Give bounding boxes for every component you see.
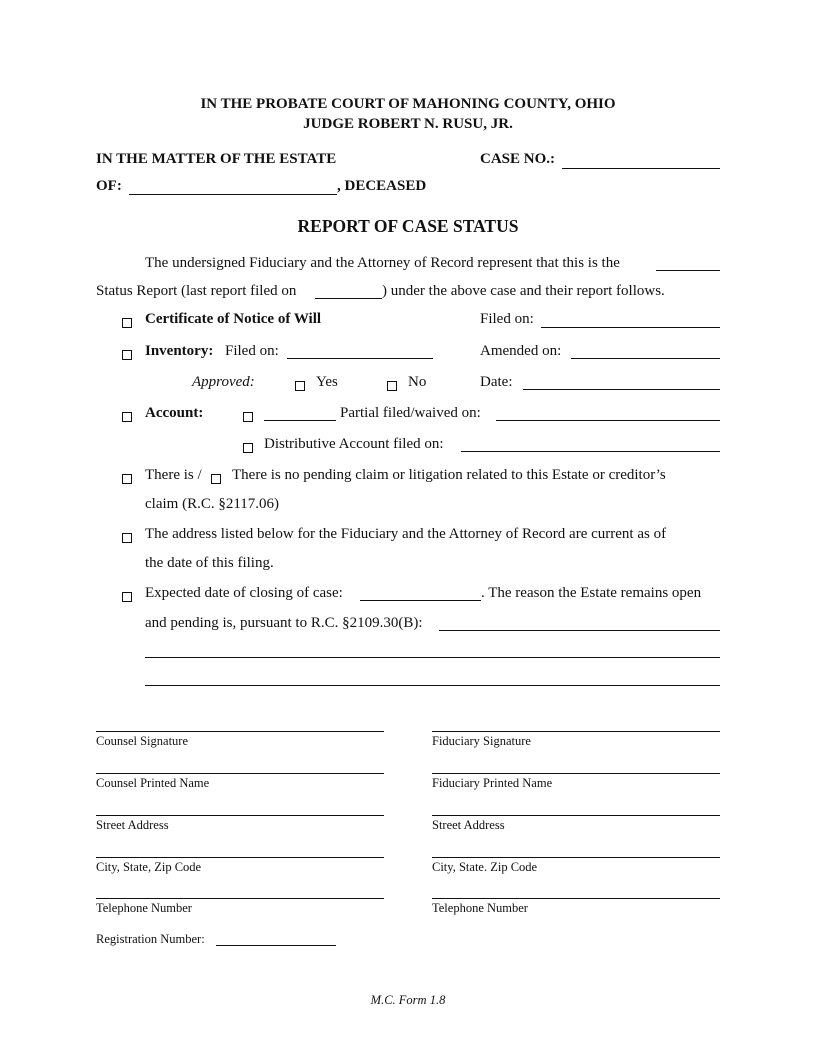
fiduciary-printed-name-label: Fiduciary Printed Name (432, 776, 553, 790)
partial-account-label: Partial filed/waived on: (340, 405, 481, 421)
no-claim-checkbox[interactable] (211, 470, 221, 488)
claim-text-2: claim (R.C. §2117.06) (145, 496, 280, 512)
closing-text-1b: . The reason the Estate remains open (481, 585, 702, 601)
fiduciary-city-line[interactable] (432, 857, 720, 858)
counsel-city-label: City, State, Zip Code (96, 860, 202, 874)
closing-text-1a: Expected date of closing of case: (145, 585, 343, 601)
last-report-date-field[interactable] (315, 298, 382, 299)
approved-date-label: Date: (480, 374, 513, 390)
registration-number-field[interactable] (216, 945, 336, 946)
of-label: OF: (96, 178, 122, 194)
partial-account-number-field[interactable] (264, 420, 336, 421)
address-text-1: The address listed below for the Fiduciary and the Attorney of Record are current as of (145, 526, 667, 542)
partial-account-date-field[interactable] (496, 420, 720, 421)
closing-date-checkbox[interactable] (122, 588, 132, 606)
counsel-city-line[interactable] (96, 857, 384, 858)
inventory-amended-on-label: Amended on: (480, 343, 562, 359)
will-filed-on-label: Filed on: (480, 311, 534, 327)
closing-reason-field-1[interactable] (439, 630, 720, 631)
fiduciary-printed-name-line[interactable] (432, 773, 720, 774)
distributive-account-date-field[interactable] (461, 451, 720, 452)
inventory-checkbox[interactable] (122, 346, 132, 364)
will-label: Certificate of Notice of Will (145, 311, 322, 327)
inventory-amended-on-field[interactable] (571, 358, 720, 359)
closing-date-field[interactable] (360, 600, 481, 601)
there-is-claim-checkbox[interactable] (122, 470, 132, 488)
counsel-street-label: Street Address (96, 818, 169, 832)
fiduciary-phone-line[interactable] (432, 898, 720, 899)
counsel-street-line[interactable] (96, 815, 384, 816)
closing-reason-field-2[interactable] (145, 657, 720, 658)
inventory-filed-on-field[interactable] (287, 358, 433, 359)
estate-matter-label: IN THE MATTER OF THE ESTATE (96, 151, 337, 167)
counsel-phone-line[interactable] (96, 898, 384, 899)
closing-text-2: and pending is, pursuant to R.C. §2109.30(B): (145, 615, 423, 631)
will-filed-on-field[interactable] (541, 327, 720, 328)
approved-yes-checkbox[interactable] (295, 377, 305, 395)
will-checkbox[interactable] (122, 314, 132, 332)
deceased-label: , DECEASED (337, 178, 427, 194)
approved-yes-label: Yes (316, 374, 338, 390)
fiduciary-signature-label: Fiduciary Signature (432, 734, 531, 748)
closing-reason-field-3[interactable] (145, 685, 720, 686)
partial-account-checkbox[interactable] (243, 408, 253, 426)
account-checkbox[interactable] (122, 408, 132, 426)
case-no-label: CASE NO.: (480, 151, 556, 167)
counsel-phone-label: Telephone Number (96, 901, 192, 915)
approved-no-checkbox[interactable] (387, 377, 397, 395)
approved-date-field[interactable] (523, 389, 720, 390)
judge-name: JUDGE ROBERT N. RUSU, JR. (303, 116, 513, 132)
counsel-signature-label: Counsel Signature (96, 734, 189, 748)
intro-line-2b: ) under the above case and their report follows. (382, 283, 665, 299)
distributive-account-checkbox[interactable] (243, 439, 253, 457)
inventory-filed-on-label: Filed on: (225, 343, 279, 359)
claim-text-1: There is no pending claim or litigation related to this Estate or creditor’s (232, 467, 666, 483)
counsel-printed-name-label: Counsel Printed Name (96, 776, 210, 790)
counsel-signature-line[interactable] (96, 731, 384, 732)
case-no-field[interactable] (562, 168, 720, 169)
inventory-label: Inventory: (145, 343, 214, 359)
form-number: M.C. Form 1.8 (370, 993, 446, 1007)
intro-line-1: The undersigned Fiduciary and the Attorney of Record represent that this is the (145, 255, 620, 271)
distributive-account-label: Distributive Account filed on: (264, 436, 444, 452)
court-name: IN THE PROBATE COURT OF MAHONING COUNTY, OHIO (200, 96, 616, 112)
there-is-label: There is / (145, 467, 202, 483)
address-current-checkbox[interactable] (122, 529, 132, 547)
intro-line-2a: Status Report (last report filed on (96, 283, 297, 299)
fiduciary-signature-line[interactable] (432, 731, 720, 732)
fiduciary-city-label: City, State. Zip Code (432, 860, 538, 874)
registration-number-label: Registration Number: (96, 932, 205, 946)
decedent-name-field[interactable] (129, 194, 337, 195)
report-number-field[interactable] (656, 270, 720, 271)
approved-no-label: No (408, 374, 427, 390)
address-text-2: the date of this filing. (145, 555, 274, 571)
account-label: Account: (145, 405, 204, 421)
counsel-printed-name-line[interactable] (96, 773, 384, 774)
form-title: REPORT OF CASE STATUS (297, 216, 519, 236)
fiduciary-street-label: Street Address (432, 818, 505, 832)
fiduciary-street-line[interactable] (432, 815, 720, 816)
fiduciary-phone-label: Telephone Number (432, 901, 528, 915)
approved-label: Approved: (192, 374, 255, 390)
